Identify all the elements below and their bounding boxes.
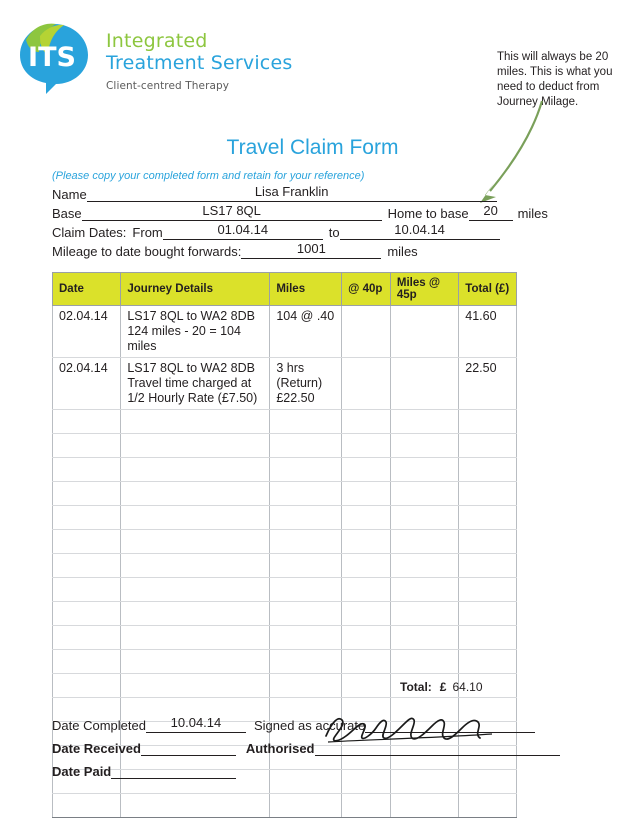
table-row-empty [53,458,517,482]
cell-journey-empty[interactable] [121,554,270,578]
cell-date-empty[interactable] [53,482,121,506]
handwritten-signature [322,708,502,748]
cell-total-empty[interactable] [459,434,517,458]
from-label: From [132,225,163,240]
column-header-rate-40p: @ 40p [342,273,391,306]
cell-miles-empty[interactable] [270,674,342,698]
cell-miles-empty[interactable] [270,482,342,506]
date-completed-input[interactable]: 10.04.14 [146,715,246,733]
logo-tagline: Client-centred Therapy [106,80,230,92]
date-completed-label: Date Completed [52,718,146,733]
cell-rate-40p-empty[interactable] [342,626,391,650]
column-header-rate-45p: Miles @ 45p [390,273,458,306]
cell-rate-40p-empty[interactable] [342,530,391,554]
cell-rate-45p-empty[interactable] [390,794,458,818]
cell-date[interactable]: 02.04.14 [53,306,121,358]
date-paid-label: Date Paid [52,764,112,779]
table-row [53,306,517,358]
cell-journey[interactable]: LS17 8QL to WA2 8DB 124 miles - 20 = 104 miles [121,306,270,358]
claim-date-to-input[interactable]: 10.04.14 [340,222,500,240]
cell-rate-40p-empty[interactable] [342,674,391,698]
table-row-empty [53,578,517,602]
table-row-empty [53,602,517,626]
table-row-empty [53,626,517,650]
table-row-empty [53,434,517,458]
cell-date-empty[interactable] [53,674,121,698]
claim-dates-label: Claim Dates: [52,225,127,240]
cell-rate-45p-empty[interactable] [390,506,458,530]
cell-date-empty[interactable] [53,602,121,626]
base-input[interactable]: LS17 8QL [82,203,382,221]
cell-miles-empty[interactable] [270,794,342,818]
cell-rate-45p-empty[interactable] [390,554,458,578]
cell-date-empty[interactable] [53,530,121,554]
cell-rate-40p-empty[interactable] [342,506,391,530]
cell-rate-45p-empty[interactable] [390,458,458,482]
table-row-empty [53,650,517,674]
cell-rate-45p-empty[interactable] [390,650,458,674]
cell-total-empty[interactable] [459,578,517,602]
cell-rate-40p-empty[interactable] [342,794,391,818]
cell-rate-45p-empty[interactable] [390,578,458,602]
cell-date-empty[interactable] [53,650,121,674]
cell-rate-40p-empty[interactable] [342,554,391,578]
its-logo-icon [16,22,92,94]
cell-miles-empty[interactable] [270,410,342,434]
cell-miles-empty[interactable] [270,506,342,530]
logo-line-1: Integrated [106,30,208,52]
field-row-claim-dates [52,222,532,241]
cell-total-empty[interactable] [459,650,517,674]
cell-date-empty[interactable] [53,554,121,578]
home-to-base-unit: miles [517,206,548,221]
signed-as-accurate-label: Signed as accurate [253,718,366,733]
cell-rate-45p-empty[interactable] [390,626,458,650]
cell-rate-40p-empty[interactable] [342,458,391,482]
cell-total-empty[interactable] [459,602,517,626]
cell-journey-empty[interactable] [121,626,270,650]
table-row-empty [53,482,517,506]
cell-rate-40p-empty[interactable] [342,602,391,626]
cell-journey-empty[interactable] [121,458,270,482]
cell-miles[interactable]: 3 hrs (Return) £22.50 [270,358,342,410]
annotation-note: This will always be 20 miles. This is what you need to deduct from Journey Milage. [497,51,613,108]
cell-rate-40p[interactable] [342,306,391,358]
table-row-empty [53,794,517,818]
date-received-label: Date Received [52,741,141,756]
cell-date-empty[interactable] [53,434,121,458]
brand-logo [16,22,316,112]
cell-total-empty[interactable] [459,506,517,530]
cell-journey-empty[interactable] [121,482,270,506]
cell-total-empty[interactable] [459,626,517,650]
mileage-forward-input[interactable]: 1001 [241,241,381,259]
name-input[interactable]: Lisa Franklin [87,184,497,202]
cell-journey-empty[interactable] [121,434,270,458]
form-fields [52,184,548,260]
mileage-forward-unit: miles [387,244,418,259]
cell-miles[interactable]: 104 @ .40 [270,306,342,358]
column-header-total: Total (£) [459,273,517,306]
cell-rate-40p-empty[interactable] [342,410,391,434]
cell-miles-empty[interactable] [270,554,342,578]
cell-rate-40p-empty[interactable] [342,434,391,458]
cell-miles-empty[interactable] [270,530,342,554]
cell-total[interactable]: 41.60 [459,306,517,358]
cell-rate-40p-empty[interactable] [342,482,391,506]
column-header-journey: Journey Details [121,273,270,306]
cell-miles-empty[interactable] [270,650,342,674]
table-row-empty [53,506,517,530]
cell-journey-empty[interactable] [121,410,270,434]
field-row-base [52,203,548,222]
cell-date-empty[interactable] [53,410,121,434]
cell-rate-40p-empty[interactable] [342,578,391,602]
cell-rate-45p-empty[interactable] [390,602,458,626]
column-header-miles: Miles [270,273,342,306]
copy-note: (Please copy your completed form and retain for your reference) [52,170,365,182]
cell-total-empty[interactable] [459,554,517,578]
cell-rate-45p-empty[interactable] [390,410,458,434]
cell-miles-empty[interactable] [270,602,342,626]
logo-line-2: Treatment Services [106,52,293,74]
cell-date-empty[interactable] [53,794,121,818]
mileage-forward-label: Mileage to date bought forwards: [52,244,242,259]
cell-journey-empty[interactable] [121,650,270,674]
home-to-base-input[interactable]: 20 [469,203,513,221]
cell-journey-empty[interactable] [121,602,270,626]
home-to-base-label: Home to base [387,206,469,221]
date-received-input[interactable] [141,738,236,756]
cell-rate-45p-empty[interactable] [390,482,458,506]
cell-rate-40p-empty[interactable] [342,650,391,674]
cell-total-empty[interactable] [459,482,517,506]
table-row [53,358,517,410]
field-row-name [52,184,532,203]
cell-miles-empty[interactable] [270,578,342,602]
cell-miles-empty[interactable] [270,458,342,482]
table-row-empty [53,530,517,554]
cell-journey-empty[interactable] [121,794,270,818]
cell-miles-empty[interactable] [270,626,342,650]
table-row-empty [53,554,517,578]
cell-miles-empty[interactable] [270,434,342,458]
cell-rate-45p-empty[interactable] [390,530,458,554]
claim-date-from-input[interactable]: 01.04.14 [163,222,323,240]
table-header-row [53,273,517,306]
cell-total-empty[interactable] [459,794,517,818]
cell-date-empty[interactable] [53,458,121,482]
cell-journey-empty[interactable] [121,506,270,530]
table-row-empty [53,410,517,434]
column-header-date: Date [53,273,121,306]
cell-rate-40p[interactable] [342,358,391,410]
cell-date-empty[interactable] [53,626,121,650]
cell-date-empty[interactable] [53,578,121,602]
cell-total-empty[interactable] [459,410,517,434]
cell-total-empty[interactable] [459,458,517,482]
field-row-date-paid [52,761,532,784]
name-label: Name [52,187,87,202]
cell-rate-45p[interactable] [390,358,458,410]
cell-total[interactable]: 22.50 [459,358,517,410]
cell-date[interactable]: 02.04.14 [53,358,121,410]
cell-journey-empty[interactable] [121,578,270,602]
cell-journey[interactable]: LS17 8QL to WA2 8DB Travel time charged at 1/2 Hourly Rate (£7.50) [121,358,270,410]
date-paid-input[interactable] [111,761,236,779]
grand-total-label: Total: [400,680,432,694]
cell-rate-45p[interactable] [390,306,458,358]
base-label: Base [52,206,82,221]
cell-journey-empty[interactable] [121,530,270,554]
to-label: to [328,225,340,240]
field-row-mileage-forward [52,241,532,260]
grand-total-currency: £ [439,680,447,694]
svg-text:ITS: ITS [28,42,76,73]
cell-total-empty[interactable] [459,530,517,554]
cell-date-empty[interactable] [53,506,121,530]
cell-rate-45p-empty[interactable] [390,434,458,458]
authorised-label: Authorised [245,741,315,756]
grand-total [400,680,483,694]
page-title: Travel Claim Form [226,136,399,159]
cell-journey-empty[interactable] [121,674,270,698]
grand-total-value: 64.10 [452,680,483,694]
